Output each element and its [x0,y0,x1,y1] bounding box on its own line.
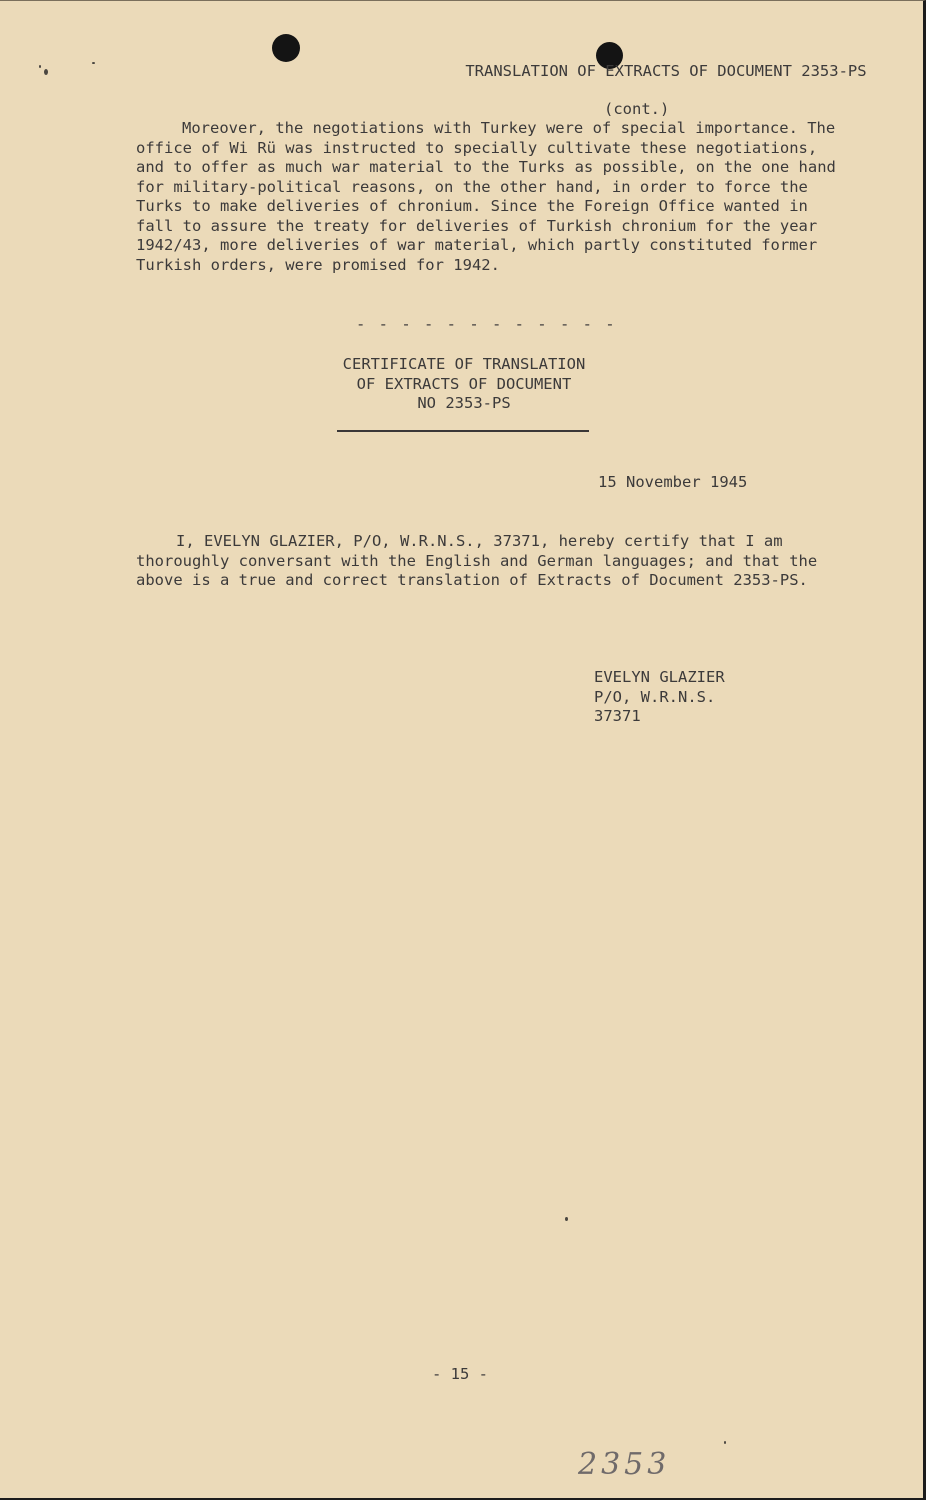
header-title: TRANSLATION OF EXTRACTS OF DOCUMENT 2353-PS [465,62,867,80]
header-continuation: (cont.) [604,100,670,118]
title-underline [337,430,589,432]
section-separator: - - - - - - - - - - - - [356,315,617,333]
signature-number: 37371 [594,707,641,725]
signature-block [594,668,725,727]
paper-speck [44,69,48,75]
certificate-statement: I, EVELYN GLAZIER, P/O, W.R.N.S., 37371, hereby certify that I am thoroughly conversant with the English and German languages; and that the above is a true and correct translation of Extracts of Document 2353-PS. [136,532,827,589]
certificate-date: 15 November 1945 [598,473,748,491]
paper-speck [724,1441,726,1444]
certificate-title-line: OF EXTRACTS OF DOCUMENT [356,374,572,393]
certificate-title-line: NO 2353-PS [417,394,511,412]
signature-rank: P/O, W.R.N.S. [594,687,716,706]
handwritten-document-number: 2353 [578,1447,671,1482]
certificate-title-line: CERTIFICATE OF TRANSLATION [342,355,586,373]
punch-hole-left [272,34,300,62]
paper-speck [565,1217,568,1221]
paper-speck [39,65,41,68]
certificate-title [338,355,590,414]
paper-speck [92,62,95,64]
body-paragraph: Moreover, the negotiations with Turkey were of special importance. The office of Wi Rü was instructed to specially cultivate these negotiations, and to offer as much war material to the Turks as possible, on the one hand for military-political reasons, on the other hand, in order to force the Turks to make deliveries of chronium. Since the Foreign Office wanted in fall to assure the treaty for deliveries of Turkish chronium for the year 1942/43, more deliveries of war material, which partly constituted former Turkish orders, were promised for 1942. [136,119,846,274]
signature-name: EVELYN GLAZIER [594,668,725,686]
page-number: - 15 - [432,1365,488,1383]
